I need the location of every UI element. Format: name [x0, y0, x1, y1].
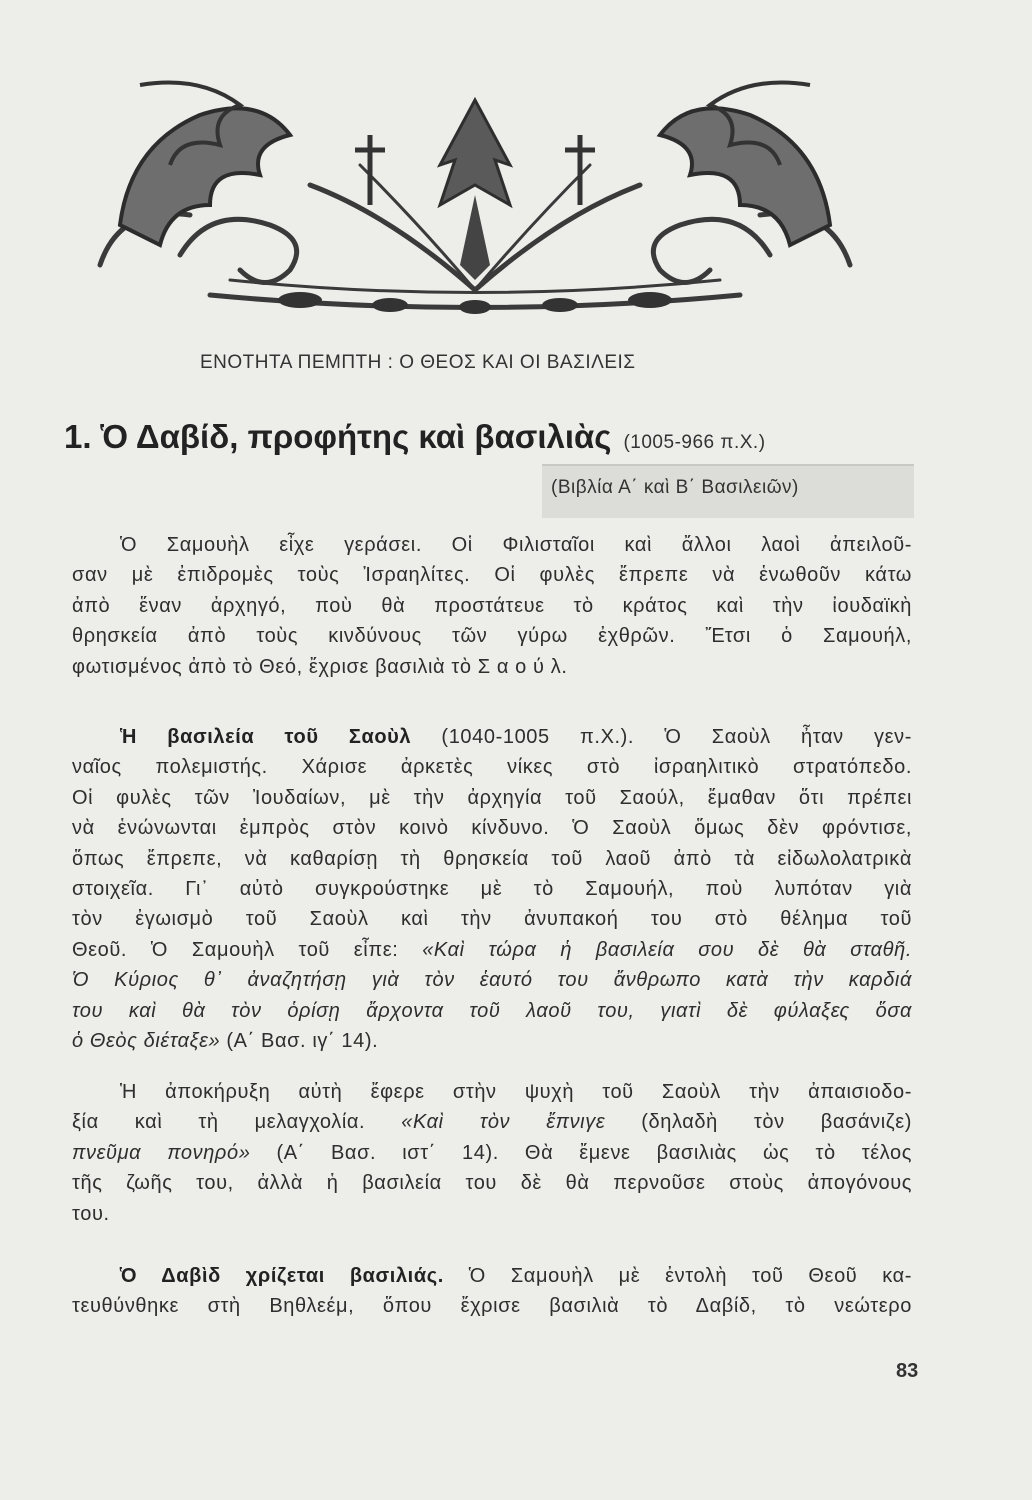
quote-line: του καὶ θὰ τὸν ὁρίσῃ ἄρχοντα τοῦ λαοῦ του, γιατὶ δὲ φύλαξες ὅσα — [72, 999, 912, 1022]
paragraph-3 — [72, 1077, 912, 1229]
text-line: τῆς ζωῆς του, ἀλλὰ ἡ βασιλεία του δὲ θὰ περνοῦσε στοὺς ἀπογόνους — [72, 1172, 912, 1195]
text-line: ὁ Θεὸς διέταξε» (Α΄ Βασ. ιγ΄ 14). — [72, 1030, 379, 1053]
quote-text: «Καὶ τὸν ἔπνιγε — [401, 1111, 606, 1134]
paragraph-1 — [72, 530, 912, 682]
section-heading: Ἡ βασιλεία τοῦ Σαοὺλ — [120, 726, 412, 748]
text-line: ναῖος πολεμιστής. Χάρισε ἀρκετὲς νίκες στὸ ἰσραηλιτικὸ στρατόπεδο. — [72, 756, 912, 779]
text-line: Ὁ Δαβὶδ χρίζεται βασιλιάς. Ὁ Σαμουὴλ μὲ ἐντολὴ τοῦ Θεοῦ κα- — [120, 1265, 913, 1287]
section-heading: Ὁ Δαβὶδ χρίζεται βασιλιάς. — [120, 1265, 444, 1287]
text-line: ἀπὸ ἕναν ἀρχηγό, ποὺ θὰ προστάτευε τὸ κράτος καὶ τὴν ἰουδαϊκὴ — [72, 594, 912, 617]
text-line: πνεῦμα πονηρό» (Α΄ Βασ. ιστ΄ 14). Θὰ ἔμενε βασιλιὰς ὡς τὸ τέλος — [72, 1141, 912, 1164]
unit-title: ΕΝΟΤΗΤΑ ΠΕΜΠΤΗ : Ο ΘΕΟΣ ΚΑΙ ΟΙ ΒΑΣΙΛΕΙΣ — [200, 352, 636, 373]
text-line: Θεοῦ. Ὁ Σαμουὴλ τοῦ εἶπε: «Καὶ τώρα ἡ βασιλεία σου δὲ θὰ σταθῆ. — [72, 938, 912, 961]
chapter-title-text: 1. Ὁ Δαβίδ, προφήτης καὶ βασιλιὰς — [64, 418, 612, 455]
text-line: στοιχεῖα. Γι᾽ αὐτὸ συγκρούστηκε μὲ τὸ Σαμουήλ, ποὺ λυπόταν γιὰ — [72, 878, 912, 901]
text-line: τὸν ἐγωισμὸ τοῦ Σαοὺλ καὶ τὴν ἀνυπακοή του στὸ θέλημα τοῦ — [72, 908, 912, 931]
ornamental-headpiece — [60, 55, 890, 330]
text-line: τευθύνθηκε στὴ Βηθλεέμ, ὅπου ἔχρισε βασιλιὰ τὸ Δαβίδ, τὸ νεώτερο — [72, 1295, 912, 1318]
text-line: Ὁ Σαμουὴλ εἶχε γεράσει. Οἱ Φιλισταῖοι καὶ ἄλλοι λαοὶ ἀπειλοῦ- — [120, 534, 912, 556]
quote-text: «Καὶ τώρα ἡ βασιλεία σου δὲ θὰ σταθῆ. — [422, 938, 912, 961]
text-line: Οἱ φυλὲς τῶν Ἰουδαίων, μὲ τὴν ἀρχηγία τοῦ Σαούλ, ἔμαθαν ὅτι πρέπει — [72, 786, 912, 809]
page-number: 83 — [896, 1360, 919, 1382]
text-line: ὅπως ἔπρεπε, νὰ καθαρίσῃ τὴ θρησκεία τοῦ λαοῦ ἀπὸ τὰ εἰδωλολατρικὰ — [72, 847, 912, 870]
text-line: του. — [72, 1202, 110, 1225]
source-reference: (Βιβλία Α΄ καὶ Β΄ Βασιλειῶν) — [551, 477, 799, 498]
quote-text: ὁ Θεὸς διέταξε» — [72, 1030, 221, 1053]
text-line: Ἡ ἀποκήρυξη αὐτὴ ἔφερε στὴν ψυχὴ τοῦ Σαοὺλ τὴν ἀπαισιοδο- — [120, 1081, 912, 1103]
chapter-dates: (1005-966 π.Χ.) — [623, 432, 766, 453]
text-line: φωτισμένος ἀπὸ τὸ Θεό, ἔχρισε βασιλιὰ τὸ Σ α ο ύ λ. — [72, 655, 568, 678]
text-line: σαν μὲ ἐπιδρομὲς τοὺς Ἰσραηλίτες. Οἱ φυλὲς ἔπρεπε νὰ ἑνωθοῦν κάτω — [72, 564, 912, 587]
text-line: νὰ ἑνώνωνται ἐμπρὸς στὸν κοινὸ κίνδυνο. Ὁ Σαοὺλ ὅμως δὲν φρόντισε, — [72, 817, 912, 840]
chapter-title — [64, 418, 924, 456]
paragraph-4 — [72, 1261, 912, 1322]
text-line: ξία καὶ τὴ μελαγχολία. «Καὶ τὸν ἔπνιγε (δηλαδὴ τὸν βασάνιζε) — [72, 1111, 912, 1134]
quote-line: Ὁ Κύριος θ᾽ ἀναζητήσῃ γιὰ τὸν ἑαυτό του ἄνθρωπο κατὰ τὴν καρδιά — [72, 969, 912, 992]
text-line: θρησκεία ἀπὸ τοὺς κινδύνους τῶν γύρω ἐχθρῶν. Ἔτσι ὁ Σαμουήλ, — [72, 625, 912, 648]
paragraph-2 — [72, 722, 912, 1056]
text-line: Ἡ βασιλεία τοῦ Σαοὺλ (1040-1005 π.Χ.). Ὁ Σαοὺλ ἦταν γεν- — [120, 726, 912, 748]
quote-text: πνεῦμα πονηρό» — [72, 1141, 251, 1164]
